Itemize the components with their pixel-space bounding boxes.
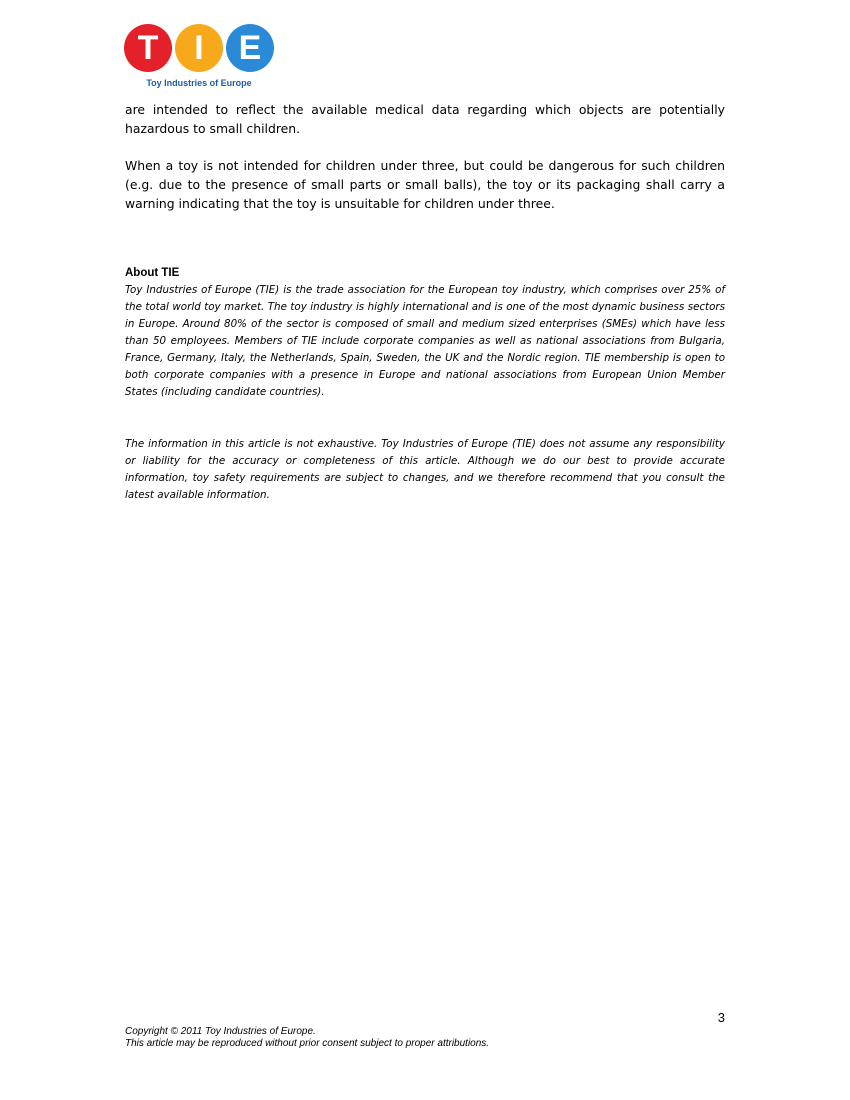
logo-letter-t: T: [124, 24, 172, 72]
logo-letter-e: E: [226, 24, 274, 72]
body-paragraph: When a toy is not intended for children under three, but could be dangerous for such children (e.g. due to the presence of small parts or small balls), the toy or its packaging shall carry a warning indicating that the toy is unsuitable for children under three.: [125, 158, 725, 211]
footer-copyright: Copyright © 2011 Toy Industries of Europe.: [125, 1026, 316, 1037]
about-text: Toy Industries of Europe (TIE) is the trade association for the European toy industry, which comprises over 25% of the total world toy market. The toy industry is highly international and is one of the most dynamic business sectors in Europe. Around 80% of the sector is composed of small and medium sized enterprises (SMEs) which have less than 50 employees. Members of TIE include corporate companies as well as national associations from Bulgaria, France, Germany, Italy, the Netherlands, Spain, Sweden, the UK and the Nordic region. TIE membership is open to both corporate companies with a presence in Europe and national associations from European Union Member States (including candidate countries).: [125, 284, 725, 398]
logo-letter-i: I: [175, 24, 223, 72]
about-heading: About TIE: [125, 267, 180, 279]
footer: [125, 1026, 489, 1050]
body-paragraph: are intended to reflect the available medical data regarding which objects are potentially hazardous to small children.: [125, 102, 725, 136]
disclaimer-text: The information in this article is not exhaustive. Toy Industries of Europe (TIE) does not assume any responsibility or liability for the accuracy or completeness of this article. Although we do our best to provide accurate information, toy safety requirements are subject to changes, and we therefore recommend that you consult the latest available information.: [125, 438, 725, 501]
tie-logo: [124, 24, 274, 90]
document-content: [125, 100, 725, 504]
page-number: 3: [717, 1010, 725, 1025]
logo-tagline: Toy Industries of Europe: [146, 78, 252, 88]
footer-notice: This article may be reproduced without prior consent subject to proper attributions.: [125, 1038, 490, 1049]
